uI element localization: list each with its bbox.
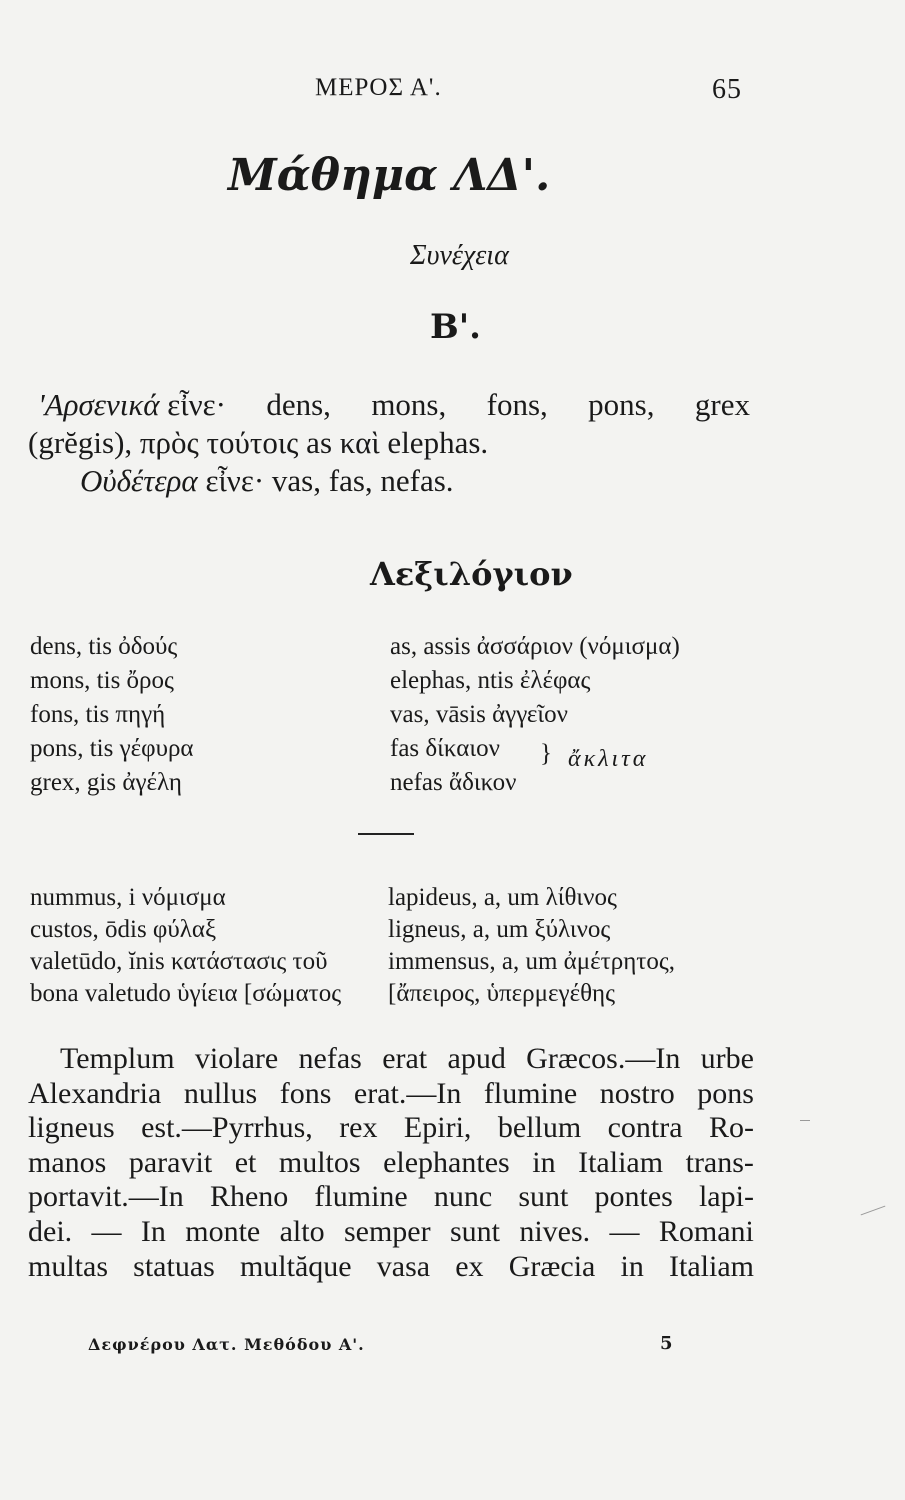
vocab-entry: vas, vāsis ἀγγεῖον bbox=[390, 701, 568, 728]
exercise-word: Italiam bbox=[669, 1249, 754, 1283]
page-number: 65 bbox=[712, 74, 742, 105]
margin-mark bbox=[861, 1206, 886, 1216]
exercise-word: Epiri, bbox=[403, 1111, 472, 1145]
exercise-word: Romani bbox=[658, 1214, 754, 1248]
vocab-entry: mons, tis ὄρος bbox=[30, 667, 174, 694]
bracket-word: ἄκλιτα bbox=[568, 746, 649, 772]
exercise-word: in bbox=[620, 1249, 644, 1283]
exercise-word: monte bbox=[185, 1214, 261, 1248]
exercise-word: nostro bbox=[599, 1076, 675, 1110]
exercise-word: flumine bbox=[314, 1180, 408, 1214]
vocab-entry: fons, tis πηγή bbox=[30, 701, 166, 728]
exercise-word: est.—Pyrrhus, bbox=[141, 1111, 313, 1145]
rule-word: dens, bbox=[266, 387, 331, 422]
vocab-entry: bona valetudo ὑγίεια [σώματος bbox=[30, 980, 342, 1007]
exercise-word: apud bbox=[447, 1042, 506, 1075]
exercise-word: portavit.—In bbox=[28, 1180, 184, 1214]
exercise-word: Rheno bbox=[209, 1180, 289, 1214]
vocab-entry: grex, gis ἀγέλη bbox=[30, 769, 182, 796]
vocabulary2-left-column bbox=[30, 882, 341, 1010]
exercise-word: Græcia bbox=[508, 1249, 596, 1283]
exercise-word: nives. bbox=[519, 1214, 591, 1248]
vocab-entry: as, assis ἀσσάριον (νόμισμα) bbox=[390, 633, 680, 660]
section-label: Β'. bbox=[430, 307, 481, 347]
vocabulary-left-column bbox=[30, 630, 194, 800]
exercise-word: nefas bbox=[298, 1042, 362, 1075]
rule-word: pons, bbox=[588, 387, 655, 422]
exercise-word: pontes bbox=[594, 1180, 673, 1214]
vocab-entry: lapideus, a, um λίθινος bbox=[388, 884, 617, 911]
exercise-word: contra bbox=[607, 1111, 683, 1145]
vocab-entry: [ἄπειρος, ὑπερμεγέθης bbox=[388, 980, 616, 1007]
rule-masculine-line bbox=[38, 385, 750, 424]
exercise-word: rex bbox=[339, 1111, 378, 1145]
vocab-entry: immensus, a, um ἀμέτρητος, bbox=[388, 948, 675, 975]
exercise-word: manos bbox=[28, 1145, 107, 1179]
exercise-word: statuas bbox=[133, 1249, 215, 1283]
rule-masculine-continued: (grĕgis), πρὸς τούτοις as καὶ elephas. bbox=[28, 425, 489, 460]
exercise-word: vasa bbox=[376, 1249, 431, 1283]
margin-mark bbox=[800, 1120, 810, 1121]
exercise-line bbox=[28, 1250, 754, 1285]
exercise-word: flumine bbox=[483, 1076, 578, 1110]
section-divider bbox=[358, 833, 414, 835]
subtitle: Συνέχεια bbox=[410, 240, 509, 271]
exercise-line bbox=[28, 1146, 754, 1181]
vocab-entry: nummus, i νόμισμα bbox=[30, 884, 226, 911]
exercise-word: Græcos.—In bbox=[526, 1042, 681, 1075]
exercise-word: paravit bbox=[128, 1145, 213, 1179]
vocab-entry: dens, tis ὀδούς bbox=[30, 633, 178, 660]
vocab-entry: nefas ἄδικον bbox=[390, 769, 517, 796]
rule-word: fons, bbox=[486, 387, 548, 422]
exercise-word: ligneus bbox=[28, 1111, 115, 1145]
exercise-word: — bbox=[91, 1214, 122, 1248]
exercise-line bbox=[28, 1042, 754, 1077]
exercise-word: fons bbox=[279, 1076, 332, 1110]
vocab-entry: custos, ōdis φύλαξ bbox=[30, 916, 217, 943]
vocab-entry: pons, tis γέφυρα bbox=[30, 735, 194, 762]
exercise-word: sunt bbox=[449, 1214, 500, 1248]
exercise-line bbox=[28, 1077, 754, 1112]
exercise-line bbox=[28, 1215, 754, 1250]
exercise-word: Templum bbox=[60, 1042, 175, 1075]
exercise-word: dei. bbox=[28, 1214, 73, 1248]
exercise-word: Italiam bbox=[578, 1145, 664, 1179]
rule-verb: εἶνε· bbox=[167, 387, 226, 422]
vocab-entry: valetūdo, ĭnis κατάστασις τοῦ bbox=[30, 948, 328, 975]
exercise-word: multas bbox=[28, 1249, 108, 1283]
vocabulary-heading: Λεξιλόγιον bbox=[370, 555, 573, 593]
vocabulary-right-column bbox=[390, 630, 680, 800]
exercise-word: violare bbox=[194, 1042, 279, 1075]
exercise-word: elephantes bbox=[383, 1145, 510, 1179]
masculine-label: 'Αρσενικά bbox=[38, 387, 160, 422]
exercise-word: nunc bbox=[433, 1180, 493, 1214]
exercise-word: Ro- bbox=[708, 1111, 754, 1145]
exercise-word: bellum bbox=[497, 1111, 582, 1145]
exercise-word: — bbox=[609, 1214, 640, 1248]
lesson-title: Μάθημα ΛΔ'. bbox=[228, 150, 551, 201]
footer-book-title: Δεφνέρου Λατ. Μεθόδου Α'. bbox=[88, 1335, 365, 1354]
exercise-word: in bbox=[532, 1145, 556, 1179]
exercise-word: semper bbox=[343, 1214, 431, 1248]
exercise-word: Alexandria bbox=[28, 1076, 162, 1110]
exercise-word: multăque bbox=[239, 1249, 352, 1283]
exercise-word: multos bbox=[278, 1145, 361, 1179]
rule-word: grex bbox=[694, 387, 750, 422]
rule-neuter-line bbox=[80, 461, 454, 500]
neuter-rest: εἶνε· vas, fas, nefas. bbox=[205, 463, 454, 498]
exercise-paragraph bbox=[28, 1042, 754, 1284]
rule-word: mons, bbox=[371, 387, 447, 422]
exercise-line bbox=[28, 1111, 754, 1146]
running-head: ΜΕΡΟΣ Α'. bbox=[315, 74, 442, 101]
exercise-word: urbe bbox=[700, 1042, 754, 1075]
exercise-word: nullus bbox=[183, 1076, 258, 1110]
exercise-word: erat.—In bbox=[353, 1076, 462, 1110]
footer-signature-mark: 5 bbox=[660, 1333, 673, 1354]
exercise-word: ex bbox=[455, 1249, 484, 1283]
vocab-entry: ligneus, a, um ξύλινος bbox=[388, 916, 611, 943]
exercise-word: erat bbox=[382, 1042, 428, 1075]
vocab-entry: fas δίκαιον bbox=[390, 735, 500, 762]
exercise-word: In bbox=[140, 1214, 166, 1248]
vocab-entry: elephas, ntis ἐλέφας bbox=[390, 667, 591, 694]
exercise-line bbox=[28, 1180, 754, 1215]
exercise-word: lapi- bbox=[698, 1180, 754, 1214]
exercise-word: trans- bbox=[685, 1145, 754, 1179]
bracket-brace: } bbox=[540, 740, 552, 767]
vocabulary2-right-column bbox=[388, 882, 675, 1010]
exercise-word: pons bbox=[697, 1076, 754, 1110]
exercise-word: sunt bbox=[518, 1180, 569, 1214]
exercise-word: et bbox=[234, 1145, 257, 1179]
neuter-label: Οὐδέτερα bbox=[80, 463, 198, 498]
exercise-word: alto bbox=[279, 1214, 325, 1248]
